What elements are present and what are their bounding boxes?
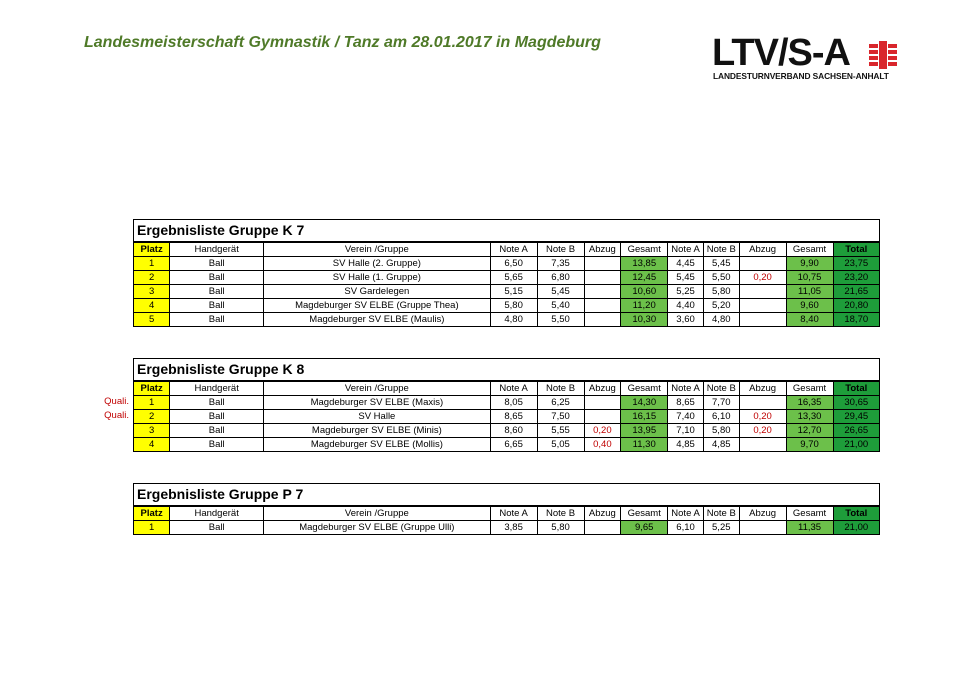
column-header: Note A — [668, 243, 704, 257]
cell-b2: 5,80 — [703, 285, 739, 299]
column-header: Note B — [537, 382, 584, 396]
cell-platz: 3 — [134, 285, 170, 299]
cell-b2: 7,70 — [703, 396, 739, 410]
cell-a1: 5,80 — [490, 299, 537, 313]
cell-verein: SV Halle — [264, 410, 491, 424]
table-row — [134, 299, 879, 313]
cell-b2: 4,85 — [703, 438, 739, 452]
cell-b2: 4,80 — [703, 313, 739, 327]
cell-a1: 8,60 — [490, 424, 537, 438]
column-header: Abzug — [739, 243, 786, 257]
cell-b1: 6,25 — [537, 396, 584, 410]
column-header: Note A — [490, 382, 537, 396]
header-row — [134, 382, 879, 396]
cell-abz1: 0,20 — [584, 424, 621, 438]
header-row — [134, 243, 879, 257]
column-header: Gesamt — [786, 507, 833, 521]
cell-abz2 — [739, 285, 786, 299]
cell-ges2: 11,05 — [786, 285, 833, 299]
column-header: Note A — [668, 507, 704, 521]
cell-ges1: 13,85 — [621, 257, 668, 271]
cell-a1: 5,15 — [490, 285, 537, 299]
cell-platz: 1 — [134, 257, 170, 271]
table-row — [134, 521, 879, 535]
group-title: Ergebnisliste Gruppe K 8 — [134, 359, 879, 381]
group-title: Ergebnisliste Gruppe P 7 — [134, 484, 879, 506]
cell-b2: 5,80 — [703, 424, 739, 438]
column-header: Gesamt — [621, 243, 668, 257]
cell-ges1: 9,65 — [621, 521, 668, 535]
cell-b1: 5,05 — [537, 438, 584, 452]
cell-platz: 1 — [134, 396, 170, 410]
column-header: Verein /Gruppe — [264, 507, 491, 521]
cell-a2: 4,85 — [668, 438, 704, 452]
group-title: Ergebnisliste Gruppe K 7 — [134, 220, 879, 242]
results-table — [134, 506, 879, 534]
cell-ges1: 13,95 — [621, 424, 668, 438]
cell-abz1 — [584, 271, 621, 285]
cell-a2: 6,10 — [668, 521, 704, 535]
cell-geraet: Ball — [170, 285, 264, 299]
column-header: Abzug — [584, 243, 621, 257]
cell-verein: Magdeburger SV ELBE (Mollis) — [264, 438, 491, 452]
cell-abz2 — [739, 438, 786, 452]
cell-b1: 5,45 — [537, 285, 584, 299]
cell-b2: 5,45 — [703, 257, 739, 271]
cell-geraet: Ball — [170, 410, 264, 424]
column-header: Total — [833, 243, 879, 257]
cell-platz: 5 — [134, 313, 170, 327]
column-header: Gesamt — [786, 243, 833, 257]
cell-b2: 5,20 — [703, 299, 739, 313]
cell-a1: 8,65 — [490, 410, 537, 424]
column-header: Platz — [134, 382, 170, 396]
cell-verein: SV Gardelegen — [264, 285, 491, 299]
column-header: Abzug — [584, 507, 621, 521]
cell-geraet: Ball — [170, 396, 264, 410]
cell-geraet: Ball — [170, 299, 264, 313]
cell-total: 18,70 — [833, 313, 879, 327]
cell-a1: 8,05 — [490, 396, 537, 410]
column-header: Note A — [490, 243, 537, 257]
cell-abz2 — [739, 521, 786, 535]
cell-ges2: 9,70 — [786, 438, 833, 452]
cell-a2: 4,45 — [668, 257, 704, 271]
table-row — [134, 410, 879, 424]
cell-a1: 4,80 — [490, 313, 537, 327]
cell-geraet: Ball — [170, 438, 264, 452]
cell-total: 29,45 — [833, 410, 879, 424]
cell-a1: 6,65 — [490, 438, 537, 452]
cell-abz2 — [739, 257, 786, 271]
cell-b1: 5,55 — [537, 424, 584, 438]
cell-total: 30,65 — [833, 396, 879, 410]
cell-abz1 — [584, 313, 621, 327]
page-title: Landesmeisterschaft Gymnastik / Tanz am 28.01.2017 in Magdeburg — [84, 34, 601, 51]
column-header: Note B — [703, 507, 739, 521]
logo-subtitle: LANDESTURNVERBAND SACHSEN-ANHALT — [713, 71, 889, 81]
cell-abz1: 0,40 — [584, 438, 621, 452]
cell-platz: 4 — [134, 299, 170, 313]
cell-abz1 — [584, 299, 621, 313]
column-header: Note B — [537, 507, 584, 521]
column-header: Verein /Gruppe — [264, 243, 491, 257]
cell-b1: 5,40 — [537, 299, 584, 313]
table-row — [134, 424, 879, 438]
cell-abz1 — [584, 285, 621, 299]
table-row — [134, 396, 879, 410]
cell-abz2 — [739, 396, 786, 410]
results-group — [133, 219, 880, 327]
cell-platz: 1 — [134, 521, 170, 535]
column-header: Note B — [703, 243, 739, 257]
qualification-note: Quali. — [104, 396, 129, 407]
turner-cross-icon — [868, 40, 898, 70]
cell-total: 21,65 — [833, 285, 879, 299]
table-row — [134, 285, 879, 299]
column-header: Gesamt — [786, 382, 833, 396]
column-header: Abzug — [739, 382, 786, 396]
cell-verein: SV Halle (2. Gruppe) — [264, 257, 491, 271]
column-header: Handgerät — [170, 382, 264, 396]
cell-abz2: 0,20 — [739, 410, 786, 424]
table-row — [134, 271, 879, 285]
cell-a1: 5,65 — [490, 271, 537, 285]
cell-total: 23,20 — [833, 271, 879, 285]
cell-b1: 5,80 — [537, 521, 584, 535]
cell-b2: 6,10 — [703, 410, 739, 424]
cell-verein: Magdeburger SV ELBE (Maulis) — [264, 313, 491, 327]
cell-a2: 5,25 — [668, 285, 704, 299]
column-header: Abzug — [584, 382, 621, 396]
cell-geraet: Ball — [170, 257, 264, 271]
cell-abz2 — [739, 313, 786, 327]
cell-verein: Magdeburger SV ELBE (Gruppe Thea) — [264, 299, 491, 313]
cell-ges1: 16,15 — [621, 410, 668, 424]
cell-ges1: 10,30 — [621, 313, 668, 327]
qualification-note: Quali. — [104, 410, 129, 422]
cell-a2: 3,60 — [668, 313, 704, 327]
cell-a2: 7,10 — [668, 424, 704, 438]
cell-abz1 — [584, 257, 621, 271]
column-header: Handgerät — [170, 243, 264, 257]
column-header: Abzug — [739, 507, 786, 521]
cell-ges2: 12,70 — [786, 424, 833, 438]
cell-ges1: 11,20 — [621, 299, 668, 313]
cell-verein: Magdeburger SV ELBE (Gruppe Ulli) — [264, 521, 491, 535]
logo-text: LTV/S-A — [712, 32, 850, 74]
cell-b2: 5,50 — [703, 271, 739, 285]
column-header: Platz — [134, 243, 170, 257]
cell-b1: 5,50 — [537, 313, 584, 327]
results-group — [133, 358, 880, 452]
results-group — [133, 483, 880, 535]
table-row — [134, 438, 879, 452]
cell-geraet: Ball — [170, 271, 264, 285]
cell-ges1: 11,30 — [621, 438, 668, 452]
cell-a1: 3,85 — [490, 521, 537, 535]
cell-ges2: 13,30 — [786, 410, 833, 424]
cell-geraet: Ball — [170, 313, 264, 327]
cell-a2: 5,45 — [668, 271, 704, 285]
table-row — [134, 257, 879, 271]
cell-ges1: 14,30 — [621, 396, 668, 410]
cell-ges2: 11,35 — [786, 521, 833, 535]
cell-ges2: 8,40 — [786, 313, 833, 327]
cell-platz: 3 — [134, 424, 170, 438]
cell-platz: 2 — [134, 410, 170, 424]
column-header: Gesamt — [621, 507, 668, 521]
cell-a2: 8,65 — [668, 396, 704, 410]
cell-platz: 2 — [134, 271, 170, 285]
ltvsa-logo — [712, 32, 898, 84]
column-header: Verein /Gruppe — [264, 382, 491, 396]
cell-a1: 6,50 — [490, 257, 537, 271]
column-header: Total — [833, 507, 879, 521]
cell-abz2: 0,20 — [739, 271, 786, 285]
cell-verein: Magdeburger SV ELBE (Maxis) — [264, 396, 491, 410]
cell-ges2: 10,75 — [786, 271, 833, 285]
cell-total: 21,00 — [833, 521, 879, 535]
column-header: Gesamt — [621, 382, 668, 396]
cell-ges2: 9,90 — [786, 257, 833, 271]
cell-b1: 7,50 — [537, 410, 584, 424]
cell-b2: 5,25 — [703, 521, 739, 535]
cell-abz2 — [739, 299, 786, 313]
header-row — [134, 507, 879, 521]
cell-verein: Magdeburger SV ELBE (Minis) — [264, 424, 491, 438]
column-header: Platz — [134, 507, 170, 521]
cell-abz1 — [584, 396, 621, 410]
cell-geraet: Ball — [170, 521, 264, 535]
column-header: Note A — [490, 507, 537, 521]
column-header: Handgerät — [170, 507, 264, 521]
results-table — [134, 242, 879, 326]
cell-abz1 — [584, 521, 621, 535]
cell-ges1: 12,45 — [621, 271, 668, 285]
cell-ges1: 10,60 — [621, 285, 668, 299]
cell-geraet: Ball — [170, 424, 264, 438]
cell-a2: 4,40 — [668, 299, 704, 313]
column-header: Note B — [537, 243, 584, 257]
cell-total: 26,65 — [833, 424, 879, 438]
cell-platz: 4 — [134, 438, 170, 452]
column-header: Note A — [668, 382, 704, 396]
cell-verein: SV Halle (1. Gruppe) — [264, 271, 491, 285]
table-row — [134, 313, 879, 327]
column-header: Note B — [703, 382, 739, 396]
cell-ges2: 16,35 — [786, 396, 833, 410]
results-table — [134, 381, 879, 451]
cell-b1: 6,80 — [537, 271, 584, 285]
cell-total: 23,75 — [833, 257, 879, 271]
cell-a2: 7,40 — [668, 410, 704, 424]
cell-abz2: 0,20 — [739, 424, 786, 438]
cell-ges2: 9,60 — [786, 299, 833, 313]
cell-b1: 7,35 — [537, 257, 584, 271]
cell-abz1 — [584, 410, 621, 424]
cell-total: 20,80 — [833, 299, 879, 313]
column-header: Total — [833, 382, 879, 396]
cell-total: 21,00 — [833, 438, 879, 452]
